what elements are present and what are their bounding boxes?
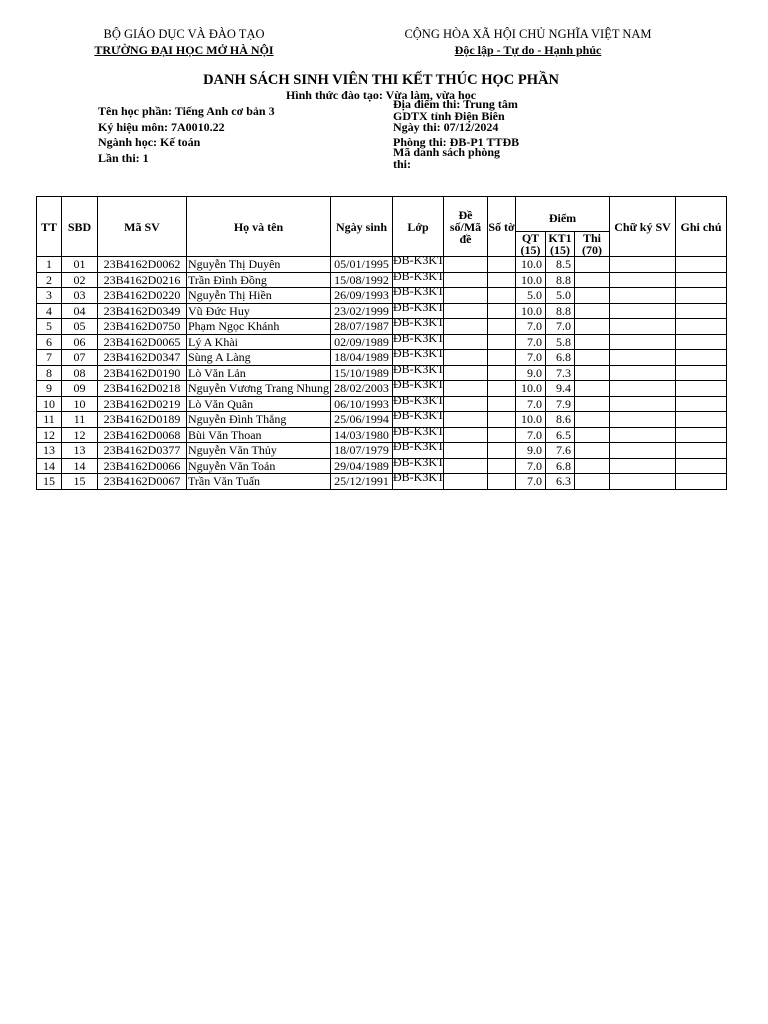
cell-full-name: Nguyễn Văn Toản xyxy=(187,458,331,474)
cell-final xyxy=(575,288,610,304)
cell-kt1: 7.0 xyxy=(546,319,575,335)
cell-student-id: 23B4162D0347 xyxy=(98,350,187,366)
cell-sbd: 14 xyxy=(62,458,98,474)
cell-qt: 10.0 xyxy=(516,303,546,319)
cell-qt: 10.0 xyxy=(516,381,546,397)
cell-qt: 7.0 xyxy=(516,427,546,443)
cell-sheet-count xyxy=(488,288,516,304)
cell-final xyxy=(575,443,610,459)
cell-tt: 6 xyxy=(37,334,62,350)
cell-qt: 7.0 xyxy=(516,458,546,474)
cell-final xyxy=(575,474,610,490)
cell-full-name: Phạm Ngọc Khánh xyxy=(187,319,331,335)
cell-birth-date: 25/12/1991 xyxy=(331,474,393,490)
class-label: ĐB-K3KT xyxy=(393,346,445,360)
cell-final xyxy=(575,427,610,443)
cell-sbd: 13 xyxy=(62,443,98,459)
cell-exam-code xyxy=(444,288,488,304)
class-label: ĐB-K3KT xyxy=(393,299,445,314)
cell-qt: 9.0 xyxy=(516,443,546,459)
table-row xyxy=(37,443,727,459)
header-signature: Chữ ký SV xyxy=(610,197,676,257)
cell-sbd: 06 xyxy=(62,334,98,350)
national-header xyxy=(388,26,668,58)
exam-room: Phòng thi: ĐB-P1 TTĐB xyxy=(393,135,520,149)
cell-full-name: Nguyễn Văn Thủy xyxy=(187,443,331,459)
cell-kt1: 6.8 xyxy=(546,458,575,474)
cell-exam-code xyxy=(444,303,488,319)
cell-student-id: 23B4162D0377 xyxy=(98,443,187,459)
cell-birth-date: 28/07/1987 xyxy=(331,319,393,335)
cell-sbd: 08 xyxy=(62,365,98,381)
university-name: TRƯỜNG ĐẠI HỌC MỞ HÀ NỘI xyxy=(94,43,274,57)
cell-full-name: Sùng A Làng xyxy=(187,350,331,366)
table-row xyxy=(37,319,727,335)
cell-tt: 4 xyxy=(37,303,62,319)
table-row xyxy=(37,458,727,474)
cell-signature xyxy=(610,272,676,288)
class-label: ĐB-K3KT xyxy=(393,315,445,329)
cell-signature xyxy=(610,427,676,443)
cell-sheet-count xyxy=(488,474,516,490)
cell-sbd: 10 xyxy=(62,396,98,412)
exam-location: Địa điểm thi: Trung tâm GDTX tỉnh Điện Biên xyxy=(393,97,518,123)
cell-birth-date: 23/02/1999 xyxy=(331,303,393,319)
cell-exam-code xyxy=(444,334,488,350)
cell-signature xyxy=(610,474,676,490)
header-sbd: SBD xyxy=(62,197,98,257)
cell-full-name: Nguyễn Vương Trang Nhung xyxy=(188,381,329,396)
cell-signature xyxy=(610,396,676,412)
cell-notes xyxy=(676,396,727,412)
cell-tt: 7 xyxy=(37,350,62,366)
cell-tt: 8 xyxy=(37,365,62,381)
table-row xyxy=(37,412,727,428)
cell-sheet-count xyxy=(488,350,516,366)
cell-sheet-count xyxy=(488,381,516,397)
cell-birth-date: 26/09/1993 xyxy=(331,288,393,304)
cell-sheet-count xyxy=(488,319,516,335)
header-qt: QT (15) xyxy=(516,232,546,257)
class-label: ĐB-K3KT xyxy=(393,408,445,422)
cell-birth-date: 15/08/1992 xyxy=(331,272,393,288)
cell-signature xyxy=(610,350,676,366)
cell-student-id: 23B4162D0220 xyxy=(98,288,187,304)
class-label: ĐB-K3KT xyxy=(393,284,445,298)
ministry-name: BỘ GIÁO DỤC VÀ ĐÀO TẠO xyxy=(103,27,265,41)
cell-exam-code xyxy=(444,350,488,366)
cell-birth-date: 15/10/1989 xyxy=(331,365,393,381)
class-label: ĐB-K3KT xyxy=(393,361,445,376)
header-final: Thi (70) xyxy=(575,232,610,257)
student-rows xyxy=(37,253,727,490)
header-birth-date: Ngày sinh xyxy=(331,197,393,257)
cell-sbd: 04 xyxy=(62,303,98,319)
header-student-id: Mã SV xyxy=(98,197,187,257)
training-form: Hình thức đào tạo: Vừa làm, vừa học xyxy=(285,88,477,102)
cell-tt: 5 xyxy=(37,319,62,335)
cell-notes xyxy=(676,427,727,443)
cell-tt: 14 xyxy=(37,458,62,474)
cell-student-id: 23B4162D0068 xyxy=(98,427,187,443)
cell-birth-date: 29/04/1989 xyxy=(331,458,393,474)
cell-birth-date: 05/01/1995 xyxy=(331,257,393,273)
cell-sbd: 01 xyxy=(62,257,98,273)
cell-tt: 1 xyxy=(37,257,62,273)
cell-notes xyxy=(676,303,727,319)
table-row xyxy=(37,303,727,319)
cell-notes xyxy=(676,412,727,428)
cell-final xyxy=(575,334,610,350)
cell-sbd: 09 xyxy=(62,381,98,397)
cell-signature xyxy=(610,319,676,335)
cell-full-name: Nguyễn Đình Thắng xyxy=(187,412,331,428)
cell-final xyxy=(575,412,610,428)
header-class: Lớp xyxy=(393,197,444,257)
cell-tt: 10 xyxy=(37,396,62,412)
cell-full-name: Trần Văn Tuấn xyxy=(187,474,331,490)
cell-notes xyxy=(676,381,727,397)
cell-sbd: 05 xyxy=(62,319,98,335)
cell-final xyxy=(575,319,610,335)
class-label: ĐB-K3KT xyxy=(393,470,445,484)
class-label: ĐB-K3KT xyxy=(393,392,445,407)
cell-sheet-count xyxy=(488,396,516,412)
header-kt1: KT1 (15) xyxy=(546,232,575,257)
cell-exam-code xyxy=(444,257,488,273)
course-name: Tên học phần: Tiếng Anh cơ bản 3 xyxy=(98,104,275,118)
cell-signature xyxy=(610,365,676,381)
cell-sheet-count xyxy=(488,334,516,350)
table-row xyxy=(37,396,727,412)
cell-sbd: 03 xyxy=(62,288,98,304)
cell-final xyxy=(575,458,610,474)
course-code: Ký hiệu môn: 7A0010.22 xyxy=(98,120,225,134)
cell-signature xyxy=(610,257,676,273)
cell-signature xyxy=(610,458,676,474)
cell-sbd: 15 xyxy=(62,474,98,490)
table-row xyxy=(37,288,727,304)
cell-sheet-count xyxy=(488,427,516,443)
cell-notes xyxy=(676,443,727,459)
cell-sheet-count xyxy=(488,257,516,273)
cell-exam-code xyxy=(444,427,488,443)
class-label: ĐB-K3KT xyxy=(393,423,445,438)
cell-full-name: Lý A Khài xyxy=(187,334,331,350)
cell-final xyxy=(575,257,610,273)
cell-kt1: 7.9 xyxy=(546,396,575,412)
cell-sheet-count xyxy=(488,458,516,474)
cell-signature xyxy=(610,334,676,350)
table-row xyxy=(37,474,727,490)
cell-notes xyxy=(676,350,727,366)
cell-tt: 15 xyxy=(37,474,62,490)
cell-sheet-count xyxy=(488,365,516,381)
cell-notes xyxy=(676,474,727,490)
table-row xyxy=(37,350,727,366)
cell-qt: 7.0 xyxy=(516,396,546,412)
cell-kt1: 8.6 xyxy=(546,412,575,428)
class-label: ĐB-K3KT xyxy=(393,330,445,345)
cell-tt: 2 xyxy=(37,272,62,288)
cell-birth-date: 06/10/1993 xyxy=(331,396,393,412)
cell-exam-code xyxy=(444,396,488,412)
cell-full-name: Trần Đình Đồng xyxy=(187,272,331,288)
cell-kt1: 6.8 xyxy=(546,350,575,366)
cell-exam-code xyxy=(444,474,488,490)
cell-student-id: 23B4162D0750 xyxy=(98,319,187,335)
cell-signature xyxy=(610,381,676,397)
cell-birth-date: 25/06/1994 xyxy=(331,412,393,428)
cell-exam-code xyxy=(444,272,488,288)
cell-notes xyxy=(676,257,727,273)
cell-tt: 12 xyxy=(37,427,62,443)
student-table xyxy=(36,196,727,490)
cell-kt1: 6.3 xyxy=(546,474,575,490)
cell-sheet-count xyxy=(488,443,516,459)
header-exam-code: Đề số/Mã đề xyxy=(444,197,488,257)
header-scores: Điểm xyxy=(516,197,610,232)
cell-qt: 10.0 xyxy=(516,272,546,288)
cell-qt: 7.0 xyxy=(516,350,546,366)
class-label: ĐB-K3KT xyxy=(393,439,445,453)
cell-signature xyxy=(610,443,676,459)
cell-signature xyxy=(610,412,676,428)
class-label: ĐB-K3KT xyxy=(393,268,445,283)
cell-class xyxy=(393,470,445,490)
cell-full-name: Vũ Đức Huy xyxy=(187,303,331,319)
cell-sheet-count xyxy=(488,272,516,288)
cell-final xyxy=(575,381,610,397)
cell-qt: 7.0 xyxy=(516,474,546,490)
cell-kt1: 9.4 xyxy=(546,381,575,397)
national-motto: Độc lập - Tự do - Hạnh phúc xyxy=(454,43,602,57)
header-full-name: Họ và tên xyxy=(187,197,331,257)
cell-final xyxy=(575,365,610,381)
cell-sbd: 11 xyxy=(62,412,98,428)
cell-kt1: 7.6 xyxy=(546,443,575,459)
cell-final xyxy=(575,272,610,288)
cell-student-id: 23B4162D0062 xyxy=(98,257,187,273)
major-name: Ngành học: Kế toán xyxy=(98,135,201,149)
table-row xyxy=(37,334,727,350)
cell-student-id: 23B4162D0349 xyxy=(98,303,187,319)
cell-signature xyxy=(610,288,676,304)
cell-sbd: 02 xyxy=(62,272,98,288)
ministry-header xyxy=(60,26,308,58)
class-label: ĐB-K3KT xyxy=(393,253,445,267)
cell-qt: 10.0 xyxy=(516,257,546,273)
header-notes: Ghi chú xyxy=(676,197,727,257)
cell-notes xyxy=(676,458,727,474)
cell-student-id: 23B4162D0065 xyxy=(98,334,187,350)
header-tt: TT xyxy=(37,197,62,257)
cell-sbd: 07 xyxy=(62,350,98,366)
cell-tt: 9 xyxy=(37,381,62,397)
cell-tt: 13 xyxy=(37,443,62,459)
cell-student-id: 23B4162D0216 xyxy=(98,272,187,288)
cell-qt: 10.0 xyxy=(516,412,546,428)
cell-kt1: 5.8 xyxy=(546,334,575,350)
cell-final xyxy=(575,303,610,319)
table-row xyxy=(37,272,727,288)
cell-student-id: 23B4162D0067 xyxy=(98,474,187,490)
cell-kt1: 6.5 xyxy=(546,427,575,443)
cell-sheet-count xyxy=(488,303,516,319)
cell-sbd: 12 xyxy=(62,427,98,443)
cell-notes xyxy=(676,334,727,350)
cell-qt: 9.0 xyxy=(516,365,546,381)
cell-full-name: Lò Văn Quân xyxy=(187,396,331,412)
cell-exam-code xyxy=(444,381,488,397)
class-label: ĐB-K3KT xyxy=(393,377,445,391)
exam-attempt: Lần thi: 1 xyxy=(98,151,149,165)
cell-full-name: Nguyễn Thị Hiền xyxy=(187,288,331,304)
class-label: ĐB-K3KT xyxy=(393,454,445,469)
cell-tt: 3 xyxy=(37,288,62,304)
cell-full-name: Lò Văn Lản xyxy=(187,365,331,381)
table-row xyxy=(37,427,727,443)
list-code: Mã danh sách phòng thi: xyxy=(393,145,501,171)
cell-exam-code xyxy=(444,412,488,428)
cell-student-id: 23B4162D0189 xyxy=(98,412,187,428)
cell-final xyxy=(575,350,610,366)
cell-sheet-count xyxy=(488,412,516,428)
cell-birth-date: 18/07/1979 xyxy=(331,443,393,459)
table-row xyxy=(37,257,727,273)
cell-student-id: 23B4162D0219 xyxy=(98,396,187,412)
header-sheet-count: Số tờ xyxy=(488,197,516,257)
cell-kt1: 8.5 xyxy=(546,257,575,273)
cell-exam-code xyxy=(444,319,488,335)
cell-exam-code xyxy=(444,443,488,459)
cell-signature xyxy=(610,303,676,319)
cell-notes xyxy=(676,319,727,335)
cell-notes xyxy=(676,272,727,288)
cell-full-name: Nguyễn Thị Duyên xyxy=(187,257,331,273)
cell-notes xyxy=(676,288,727,304)
cell-kt1: 5.0 xyxy=(546,288,575,304)
cell-birth-date: 18/04/1989 xyxy=(331,350,393,366)
cell-birth-date: 28/02/2003 xyxy=(331,381,393,397)
cell-student-id: 23B4162D0066 xyxy=(98,458,187,474)
cell-student-id: 23B4162D0218 xyxy=(98,381,187,397)
cell-kt1: 8.8 xyxy=(546,303,575,319)
cell-student-id: 23B4162D0190 xyxy=(98,365,187,381)
document-title: DANH SÁCH SINH VIÊN THI KẾT THÚC HỌC PHẦN xyxy=(203,72,559,88)
table-row xyxy=(37,381,727,397)
cell-exam-code xyxy=(444,458,488,474)
country-name: CỘNG HÒA XÃ HỘI CHỦ NGHĨA VIỆT NAM xyxy=(404,27,652,41)
cell-final xyxy=(575,396,610,412)
exam-date: Ngày thi: 07/12/2024 xyxy=(393,120,499,134)
cell-kt1: 7.3 xyxy=(546,365,575,381)
cell-qt: 7.0 xyxy=(516,319,546,335)
table-row xyxy=(37,365,727,381)
cell-tt: 11 xyxy=(37,412,62,428)
cell-full-name: Bùi Văn Thoan xyxy=(187,427,331,443)
cell-exam-code xyxy=(444,365,488,381)
cell-birth-date: 02/09/1989 xyxy=(331,334,393,350)
cell-qt: 5.0 xyxy=(516,288,546,304)
cell-notes xyxy=(676,365,727,381)
cell-kt1: 8.8 xyxy=(546,272,575,288)
cell-qt: 7.0 xyxy=(516,334,546,350)
cell-birth-date: 14/03/1980 xyxy=(331,427,393,443)
